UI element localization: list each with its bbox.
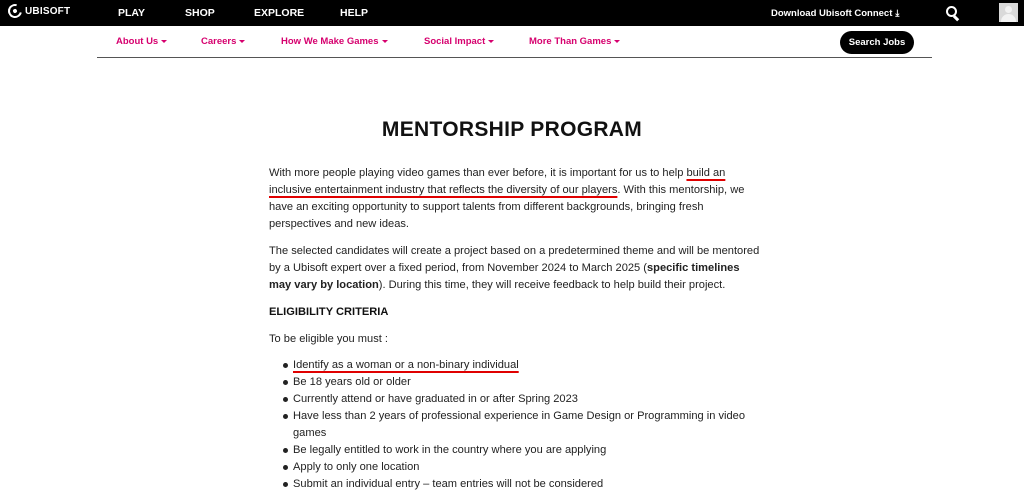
- list-item: Be legally entitled to work in the country where you are applying: [269, 442, 764, 459]
- p1-text-end: . With this mentorship, we have an exciting opportunity to support talents from different backgrounds, bringing fresh perspectives and new ideas.: [269, 184, 745, 230]
- eligibility-heading: ELIGIBILITY CRITERIA: [269, 306, 389, 318]
- p2-text: The selected candidates will create a project based on a predetermined theme and will be mentored by a Ubisoft expert over a fixed period, from November 2024 to March 2025 (: [269, 245, 760, 274]
- chevron-down-icon: [382, 40, 388, 43]
- download-ubisoft-connect-link[interactable]: [771, 0, 899, 26]
- ubisoft-swirl-icon: [5, 1, 24, 20]
- search-icon-handle: [953, 15, 959, 21]
- list-item: [269, 357, 764, 374]
- subnav-how-we-make-games[interactable]: [281, 35, 388, 49]
- nav-help[interactable]: HELP: [340, 7, 369, 19]
- subnav-label: About Us: [116, 36, 159, 47]
- subnav-careers[interactable]: [201, 35, 245, 49]
- subnav-about-us[interactable]: [116, 35, 167, 49]
- program-paragraph: [269, 243, 764, 294]
- timeline-note: specific timelines may vary by location: [269, 262, 740, 291]
- chevron-down-icon: [488, 40, 494, 43]
- eligibility-list: [269, 357, 764, 493]
- article-body: [269, 165, 764, 493]
- top-navigation-bar: [0, 0, 1024, 26]
- chevron-down-icon: [614, 40, 620, 43]
- search-jobs-button[interactable]: Search Jobs: [840, 31, 914, 54]
- p2-text-end: ). During this time, they will receive feedback to help build their project.: [378, 279, 726, 291]
- nav-shop[interactable]: SHOP: [185, 7, 215, 19]
- nav-play[interactable]: PLAY: [118, 7, 146, 19]
- highlighted-phrase: build an inclusive entertainment industry that reflects the diversity of our players: [269, 167, 726, 196]
- intro-paragraph: [269, 165, 764, 233]
- subnav-divider: [97, 57, 932, 58]
- list-item: Be 18 years old or older: [269, 374, 764, 391]
- subnav-social-impact[interactable]: [424, 35, 494, 49]
- chevron-down-icon: [161, 40, 167, 43]
- p1-text: With more people playing video games than ever before, it is important for us to help: [269, 167, 687, 179]
- avatar-shoulders: [1001, 14, 1016, 22]
- download-arrow-icon: ⤓: [895, 8, 900, 18]
- list-item: Currently attend or have graduated in or after Spring 2023: [269, 391, 764, 408]
- page-title: MENTORSHIP PROGRAM: [381, 118, 643, 141]
- subnav-label: More Than Games: [529, 36, 612, 47]
- list-item: Have less than 2 years of professional experience in Game Design or Programming in video games: [269, 408, 764, 442]
- chevron-down-icon: [239, 40, 245, 43]
- subnav-more-than-games[interactable]: [529, 35, 620, 49]
- download-label: Download Ubisoft Connect: [771, 8, 893, 19]
- logo-text: UBISOFT: [25, 5, 71, 17]
- user-avatar-icon[interactable]: [999, 3, 1018, 22]
- criterion-text: Identify as a woman or a non-binary individual: [293, 359, 519, 371]
- eligibility-intro: To be eligible you must :: [269, 333, 389, 345]
- avatar-head: [1005, 6, 1012, 13]
- list-item: Submit an individual entry – team entries will not be considered: [269, 476, 764, 493]
- search-button[interactable]: [944, 4, 962, 22]
- subnav-label: Careers: [201, 36, 237, 47]
- list-item: Apply to only one location: [269, 459, 764, 476]
- subnav-label: How We Make Games: [281, 36, 379, 47]
- nav-explore[interactable]: EXPLORE: [254, 7, 305, 19]
- subnav-label: Social Impact: [424, 36, 486, 47]
- ubisoft-logo[interactable]: [8, 4, 70, 18]
